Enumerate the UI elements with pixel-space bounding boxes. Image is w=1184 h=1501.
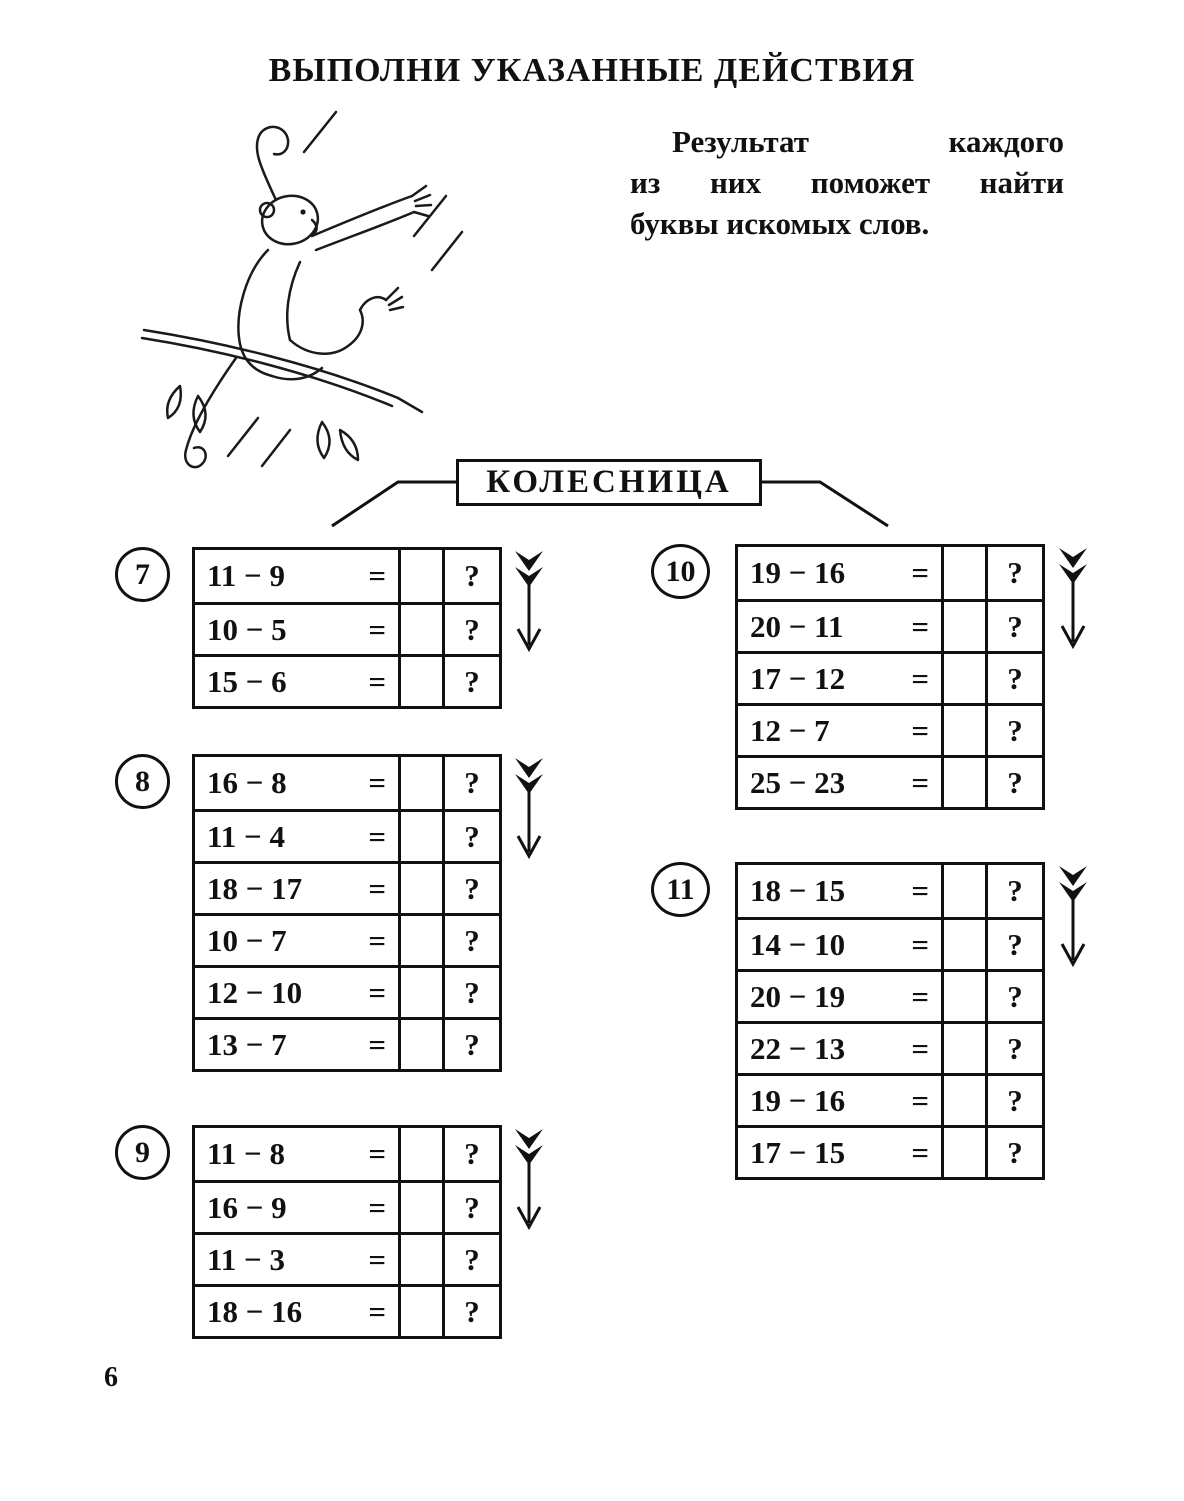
equation-table xyxy=(735,544,1045,810)
question-mark-cell: ? xyxy=(464,974,480,1010)
down-arrow-icon xyxy=(1055,864,1091,970)
equation-row xyxy=(195,913,499,965)
expression-cell xyxy=(738,1128,944,1177)
expression-text: 19 − 16 xyxy=(750,555,846,590)
equation-row xyxy=(738,599,1042,651)
expression-cell xyxy=(738,547,944,599)
answer-word-box: КОЛЕСНИЦА xyxy=(456,459,762,506)
equals-sign: = xyxy=(368,974,386,1010)
question-mark-cell: ? xyxy=(1007,926,1023,962)
answer-cell[interactable] xyxy=(401,550,445,602)
intro-line: из них поможет найти xyxy=(630,164,1064,200)
expression-cell xyxy=(195,1183,401,1232)
expression-text: 10 − 5 xyxy=(207,611,287,647)
expression-cell xyxy=(738,1076,944,1125)
equals-sign: = xyxy=(368,663,386,699)
expression-text: 15 − 6 xyxy=(207,663,287,699)
answer-cell[interactable] xyxy=(401,1183,445,1232)
equals-sign: = xyxy=(368,765,386,800)
page-number: 6 xyxy=(104,1362,118,1393)
exercise-number-badge: 10 xyxy=(651,544,710,599)
question-mark-cell: ? xyxy=(1007,1030,1023,1066)
equation-row xyxy=(195,1128,499,1180)
question-mark-cell: ? xyxy=(1007,1134,1023,1170)
expression-cell xyxy=(738,972,944,1021)
answer-cell[interactable] xyxy=(944,602,988,651)
expression-cell xyxy=(195,757,401,809)
question-mark-cell: ? xyxy=(464,818,480,854)
answer-cell[interactable] xyxy=(401,916,445,965)
expression-text: 17 − 15 xyxy=(750,1134,846,1170)
equation-row xyxy=(738,969,1042,1021)
expression-cell xyxy=(195,812,401,861)
expression-cell xyxy=(195,1128,401,1180)
answer-cell[interactable] xyxy=(944,865,988,917)
expression-cell xyxy=(738,654,944,703)
expression-text: 12 − 7 xyxy=(750,712,830,748)
question-mark-cell: ? xyxy=(464,922,480,958)
equation-row xyxy=(195,757,499,809)
equals-sign: = xyxy=(368,870,386,906)
equation-row xyxy=(738,1125,1042,1177)
equation-table xyxy=(735,862,1045,1180)
equation-row xyxy=(195,1180,499,1232)
expression-cell xyxy=(195,550,401,602)
answer-cell[interactable] xyxy=(944,1076,988,1125)
expression-cell xyxy=(738,865,944,917)
expression-cell xyxy=(195,657,401,706)
equals-sign: = xyxy=(911,1134,929,1170)
question-mark-cell: ? xyxy=(1007,555,1023,590)
equation-row xyxy=(195,1232,499,1284)
answer-cell[interactable] xyxy=(401,1128,445,1180)
answer-cell[interactable] xyxy=(401,1020,445,1069)
equals-sign: = xyxy=(911,1082,929,1118)
answer-cell[interactable] xyxy=(944,706,988,755)
expression-text: 18 − 17 xyxy=(207,870,303,906)
expression-text: 13 − 7 xyxy=(207,1026,287,1062)
equation-row xyxy=(195,809,499,861)
expression-text: 11 − 8 xyxy=(207,1136,285,1171)
expression-text: 12 − 10 xyxy=(207,974,303,1010)
question-mark-cell: ? xyxy=(1007,1082,1023,1118)
down-arrow-icon xyxy=(1055,546,1091,652)
expression-cell xyxy=(738,758,944,807)
expression-text: 17 − 12 xyxy=(750,660,846,696)
answer-cell[interactable] xyxy=(944,654,988,703)
exercise-number-badge: 8 xyxy=(115,754,170,809)
equals-sign: = xyxy=(911,978,929,1014)
question-mark-cell: ? xyxy=(1007,660,1023,696)
equals-sign: = xyxy=(368,1293,386,1329)
expression-cell xyxy=(738,706,944,755)
equation-row xyxy=(738,1021,1042,1073)
question-mark-cell: ? xyxy=(1007,978,1023,1014)
answer-cell[interactable] xyxy=(401,757,445,809)
equation-row xyxy=(738,755,1042,807)
expression-cell xyxy=(195,916,401,965)
question-mark-cell: ? xyxy=(464,611,480,647)
question-mark-cell: ? xyxy=(1007,712,1023,748)
expression-text: 16 − 8 xyxy=(207,765,287,800)
expression-cell xyxy=(738,920,944,969)
equals-sign: = xyxy=(368,1241,386,1277)
equation-row xyxy=(195,965,499,1017)
expression-cell xyxy=(195,1020,401,1069)
question-mark-cell: ? xyxy=(464,1241,480,1277)
expression-text: 20 − 19 xyxy=(750,978,846,1014)
answer-cell[interactable] xyxy=(401,605,445,654)
expression-text: 11 − 9 xyxy=(207,558,285,593)
equation-table xyxy=(192,1125,502,1339)
equation-row xyxy=(738,703,1042,755)
equation-row xyxy=(738,865,1042,917)
question-mark-cell: ? xyxy=(464,765,480,800)
question-mark-cell: ? xyxy=(464,870,480,906)
answer-cell[interactable] xyxy=(401,812,445,861)
equals-sign: = xyxy=(368,1189,386,1225)
equation-row xyxy=(195,550,499,602)
answer-cell[interactable] xyxy=(401,968,445,1017)
answer-cell[interactable] xyxy=(944,1024,988,1073)
exercise-number-badge: 9 xyxy=(115,1125,170,1180)
down-arrow-icon xyxy=(511,1127,547,1233)
equals-sign: = xyxy=(368,1026,386,1062)
expression-cell xyxy=(195,1235,401,1284)
expression-text: 25 − 23 xyxy=(750,764,846,800)
expression-text: 11 − 3 xyxy=(207,1241,285,1277)
question-mark-cell: ? xyxy=(464,1293,480,1329)
equation-row xyxy=(195,1017,499,1069)
answer-cell[interactable] xyxy=(944,972,988,1021)
equals-sign: = xyxy=(368,611,386,647)
expression-text: 18 − 15 xyxy=(750,873,846,908)
expression-text: 20 − 11 xyxy=(750,608,844,644)
equals-sign: = xyxy=(911,926,929,962)
intro-paragraph xyxy=(630,122,1064,245)
expression-cell xyxy=(738,602,944,651)
question-mark-cell: ? xyxy=(1007,873,1023,908)
equals-sign: = xyxy=(368,558,386,593)
down-arrow-icon xyxy=(511,549,547,655)
equation-row xyxy=(195,654,499,706)
equals-sign: = xyxy=(368,922,386,958)
page-title: ВЫПОЛНИ УКАЗАННЫЕ ДЕЙСТВИЯ xyxy=(268,52,916,89)
answer-cell[interactable] xyxy=(944,547,988,599)
expression-text: 18 − 16 xyxy=(207,1293,303,1329)
answer-cell[interactable] xyxy=(401,657,445,706)
equation-table xyxy=(192,754,502,1072)
equals-sign: = xyxy=(911,555,929,590)
intro-line: Результат каждого xyxy=(672,124,1064,159)
equals-sign: = xyxy=(911,712,929,748)
answer-cell[interactable] xyxy=(401,864,445,913)
question-mark-cell: ? xyxy=(464,1026,480,1062)
expression-text: 19 − 16 xyxy=(750,1082,846,1118)
equals-sign: = xyxy=(368,1136,386,1171)
exercise-number-badge: 7 xyxy=(115,547,170,602)
question-mark-cell: ? xyxy=(1007,764,1023,800)
answer-cell[interactable] xyxy=(401,1235,445,1284)
question-mark-cell: ? xyxy=(464,558,480,593)
answer-cell[interactable] xyxy=(944,1128,988,1177)
intro-line: буквы искомых слов. xyxy=(630,205,930,241)
equation-row xyxy=(738,547,1042,599)
expression-text: 10 − 7 xyxy=(207,922,287,958)
question-mark-cell: ? xyxy=(464,1189,480,1225)
equation-row xyxy=(738,651,1042,703)
equation-row xyxy=(195,861,499,913)
expression-cell xyxy=(195,864,401,913)
question-mark-cell: ? xyxy=(1007,608,1023,644)
monkey-illustration-icon xyxy=(140,100,470,475)
equals-sign: = xyxy=(911,660,929,696)
equals-sign: = xyxy=(911,1030,929,1066)
question-mark-cell: ? xyxy=(464,1136,480,1171)
equals-sign: = xyxy=(911,764,929,800)
answer-cell[interactable] xyxy=(401,1287,445,1336)
expression-cell xyxy=(195,968,401,1017)
equals-sign: = xyxy=(911,873,929,908)
answer-cell[interactable] xyxy=(944,758,988,807)
equation-row xyxy=(738,1073,1042,1125)
exercise-number-badge: 11 xyxy=(651,862,710,917)
equals-sign: = xyxy=(911,608,929,644)
down-arrow-icon xyxy=(511,756,547,862)
equation-table xyxy=(192,547,502,709)
equation-row xyxy=(195,1284,499,1336)
expression-cell xyxy=(738,1024,944,1073)
equals-sign: = xyxy=(368,818,386,854)
expression-cell xyxy=(195,605,401,654)
expression-text: 14 − 10 xyxy=(750,926,846,962)
expression-text: 22 − 13 xyxy=(750,1030,846,1066)
question-mark-cell: ? xyxy=(464,663,480,699)
expression-text: 16 − 9 xyxy=(207,1189,287,1225)
answer-cell[interactable] xyxy=(944,920,988,969)
equation-row xyxy=(195,602,499,654)
equation-row xyxy=(738,917,1042,969)
expression-text: 11 − 4 xyxy=(207,818,285,854)
expression-cell xyxy=(195,1287,401,1336)
